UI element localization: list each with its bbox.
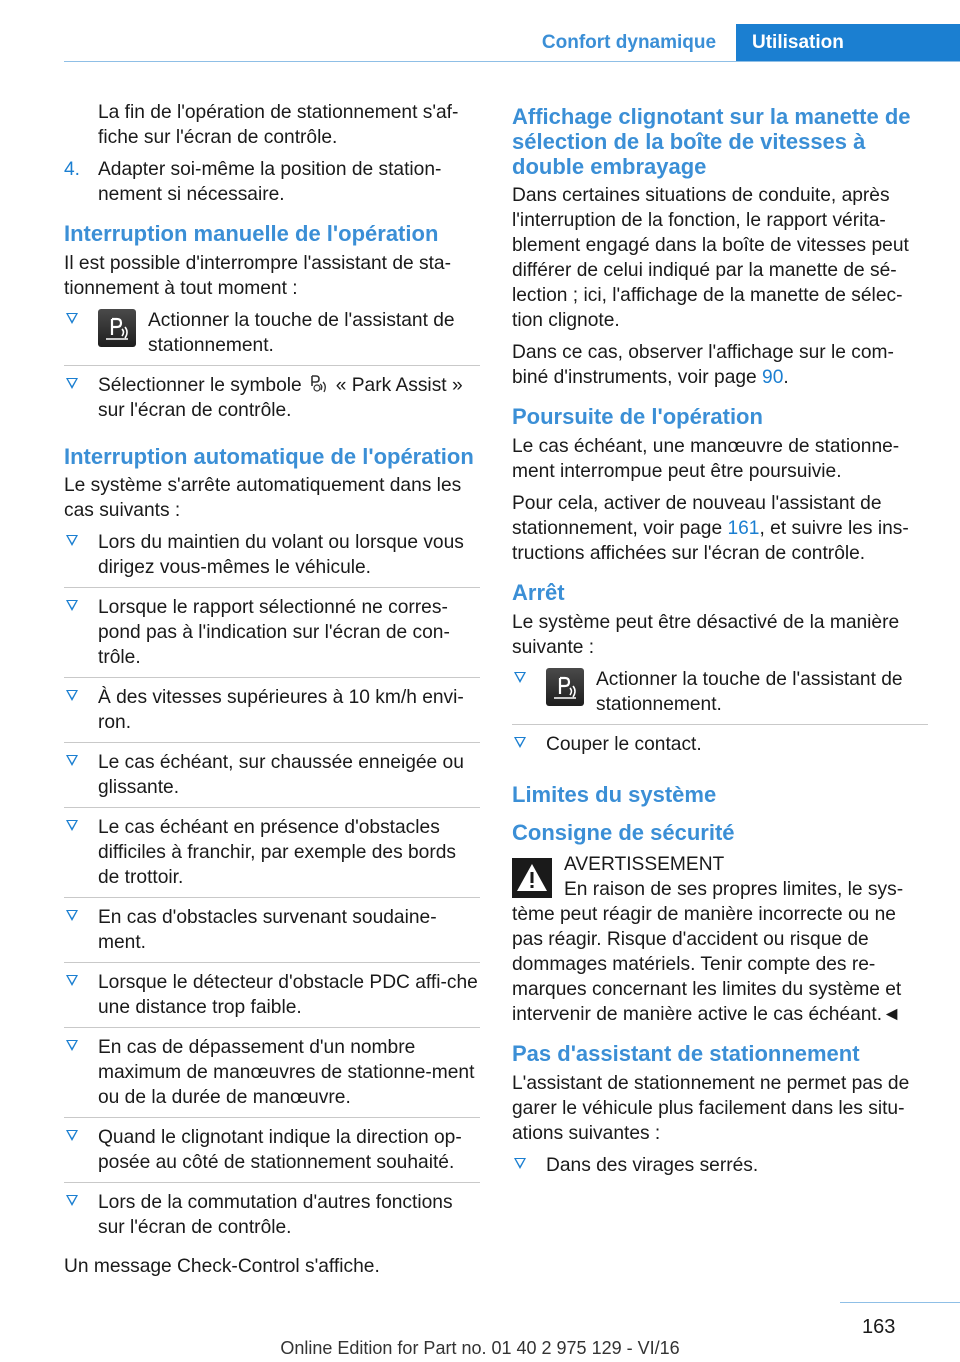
check-control-text: Un message Check-Control s'affiche. xyxy=(64,1256,380,1277)
step-number: 4. xyxy=(64,159,81,180)
resume-heading: Poursuite de l'opération xyxy=(512,404,763,429)
paragraph-text: Dans ce cas, observer l'affichage sur le com-biné d'instruments, voir page xyxy=(512,342,894,388)
list-item xyxy=(64,530,480,588)
bullet-triangle-icon xyxy=(66,1040,78,1051)
list-item xyxy=(64,595,480,678)
list-item-text: Le cas échéant en présence d'obstacles difficiles à franchir, par exemple des bords de trottoir. xyxy=(98,817,456,888)
safety-heading: Consigne de sécurité xyxy=(512,820,735,845)
park-assist-symbol-icon xyxy=(308,374,330,394)
chapter-tab[interactable]: Utilisation xyxy=(736,24,960,62)
list-item xyxy=(64,685,480,743)
warning-content xyxy=(512,852,928,1027)
list-item-text: En cas de dépassement d'un nombre maximum de manœuvres de stationne-ment ou de la durée de manœuvre. xyxy=(98,1037,475,1108)
list-item-text: Lorsque le rapport sélectionné ne corres-pond pas à l'indication sur l'écran de con-trôle. xyxy=(98,597,450,668)
manual-interruption-list xyxy=(64,308,480,430)
no-assist-intro: L'assistant de stationnement ne permet pas de garer le véhicule plus facilement dans les situ-ations suivantes : xyxy=(512,1073,910,1144)
stop-intro: Le système peut être désactivé de la manière suivante : xyxy=(512,612,900,658)
list-item xyxy=(512,1153,928,1185)
bullet-triangle-icon xyxy=(66,600,78,611)
blink-paragraph-2 xyxy=(512,340,928,390)
list-item-text: Le cas échéant, sur chaussée enneigée ou glissante. xyxy=(98,752,464,798)
header-divider xyxy=(64,61,960,62)
bullet-triangle-icon xyxy=(66,1130,78,1141)
list-item xyxy=(64,308,480,366)
bullet-triangle-icon xyxy=(514,737,526,748)
list-item-text: Lorsque le détecteur d'obstacle PDC affi-che une distance trop faible. xyxy=(98,972,478,1018)
auto-interruption-list xyxy=(64,530,480,1247)
list-item-text: « Park Assist » sur l'écran de contrôle. xyxy=(98,375,463,421)
footer-divider xyxy=(840,1302,960,1303)
bullet-triangle-icon xyxy=(514,1158,526,1169)
list-item-text: Lors du maintien du volant ou lorsque vous dirigez vous-mêmes le véhicule. xyxy=(98,532,464,578)
blink-display-heading: Affichage clignotant sur la manette de sélection de la boîte de vitesses à double embrayage xyxy=(512,104,911,179)
list-item xyxy=(64,905,480,963)
park-assist-button-icon xyxy=(98,309,136,347)
list-item xyxy=(512,667,928,725)
no-assist-heading: Pas d'assistant de stationnement xyxy=(512,1041,860,1066)
list-item xyxy=(64,373,480,430)
list-item xyxy=(64,1125,480,1183)
list-item-text: En cas d'obstacles survenant soudaine-ment. xyxy=(98,907,437,953)
auto-interruption-intro: Le système s'arrête automatiquement dans les cas suivants : xyxy=(64,475,462,521)
list-item xyxy=(64,1190,480,1247)
list-item xyxy=(64,815,480,898)
system-limits-heading: Limites du système xyxy=(512,782,717,807)
edition-line: Online Edition for Part no. 01 40 2 975 129 - VI/16 xyxy=(280,1338,680,1358)
list-item xyxy=(64,970,480,1028)
bullet-triangle-icon xyxy=(66,755,78,766)
bullet-triangle-icon xyxy=(66,313,78,324)
warning-text: En raison de ses propres limites, le sys-tème peut réagir de manière incorrecte ou ne pas réagir. Risque d'accident ou risque de dommages matériels. Tenir compte des re-marques concernant les limites du système et intervenir de manière active le cas échéant.◄ xyxy=(512,879,904,1025)
list-item-text: Actionner la touche de l'assistant de stationnement. xyxy=(596,669,903,715)
auto-interruption-heading: Interruption automatique de l'opération xyxy=(64,444,474,469)
no-assist-list xyxy=(512,1153,928,1185)
page-link-161[interactable]: 161 xyxy=(727,518,760,539)
section-tab[interactable]: Confort dynamique xyxy=(541,32,717,53)
page-link-90[interactable]: 90 xyxy=(762,367,784,388)
step-text: Adapter soi-même la position de station-nement si nécessaire. xyxy=(98,159,442,205)
paragraph-text: Pour cela, activer de nouveau l'assistant de stationnement, voir page xyxy=(512,493,882,539)
list-item xyxy=(512,732,928,764)
warning-box xyxy=(512,852,928,1027)
resume-paragraph-1: Le cas échéant, une manœuvre de stationne-ment interrompue peut être poursuivie. xyxy=(512,436,900,482)
warning-title: AVERTISSEMENT xyxy=(564,854,725,875)
resume-paragraph-2 xyxy=(512,491,928,566)
list-item-text: Quand le clignotant indique la direction op-posée au côté de stationnement souhaité. xyxy=(98,1127,462,1173)
bullet-triangle-icon xyxy=(66,820,78,831)
bullet-triangle-icon xyxy=(66,690,78,701)
right-column xyxy=(512,100,928,1185)
bullet-triangle-icon xyxy=(66,535,78,546)
stop-heading: Arrêt xyxy=(512,580,565,605)
continued-step-text: La fin de l'opération de stationnement s'af-fiche sur l'écran de contrôle. xyxy=(98,102,459,148)
list-item-text: Dans des virages serrés. xyxy=(546,1155,759,1176)
park-assist-button-icon xyxy=(546,668,584,706)
bullet-triangle-icon xyxy=(66,910,78,921)
list-item-text: Lors de la commutation d'autres fonctions sur l'écran de contrôle. xyxy=(98,1192,453,1238)
blink-paragraph-1: Dans certaines situations de conduite, après l'interruption de la fonction, le rapport vérita-blement engagé dans la boîte de vitesses peut différer de celui indiqué par la manette de sé-lection ; ici, l'affichage de la manette de sélec-tion clignote. xyxy=(512,185,909,331)
page-header xyxy=(0,24,960,62)
warning-triangle-icon xyxy=(512,858,552,898)
bullet-triangle-icon xyxy=(66,1195,78,1206)
list-item xyxy=(64,750,480,808)
manual-interruption-heading: Interruption manuelle de l'opération xyxy=(64,221,439,246)
paragraph-text: . xyxy=(783,367,789,388)
list-item xyxy=(64,1035,480,1118)
list-item-text: Sélectionner le symbole xyxy=(98,375,302,396)
bullet-triangle-icon xyxy=(514,672,526,683)
stop-list xyxy=(512,667,928,764)
list-item-text: Couper le contact. xyxy=(546,734,702,755)
left-column xyxy=(64,100,480,1286)
bullet-triangle-icon xyxy=(66,378,78,389)
manual-interruption-intro: Il est possible d'interrompre l'assistant de sta-tionnement à tout moment : xyxy=(64,253,451,299)
page-number: 163 xyxy=(862,1316,896,1338)
list-item-text: À des vitesses supérieures à 10 km/h envi-ron. xyxy=(98,687,464,733)
step-4 xyxy=(64,157,480,207)
list-item-text: Actionner la touche de l'assistant de stationnement. xyxy=(148,310,455,356)
paragraph-text: , et suivre les ins-tructions affichées sur l'écran de contrôle. xyxy=(512,518,909,564)
bullet-triangle-icon xyxy=(66,975,78,986)
